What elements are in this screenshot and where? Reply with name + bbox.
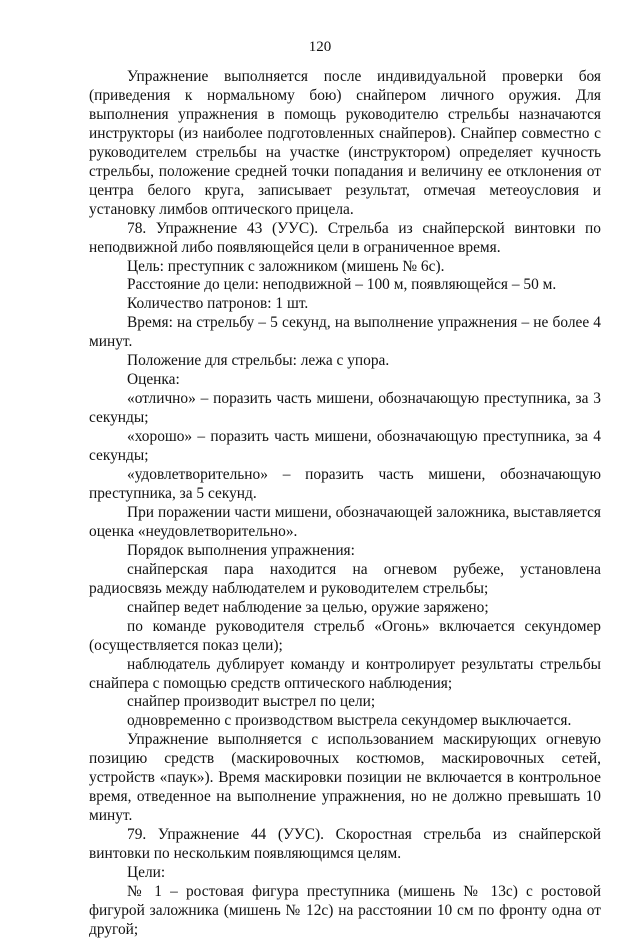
paragraph-target: Цель: преступник с заложником (мишень № 6с). [127, 257, 445, 275]
paragraph-grade-excellent: «отлично» – поразить часть мишени, обозначающую преступника, за 3 секунды; [89, 390, 601, 427]
paragraph-procedure-step-6: одновременно с производством выстрела секундомер выключается. [127, 712, 572, 730]
paragraph-grade-fail: При поражении части мишени, обозначающей заложника, выставляется оценка «неудовлетворительно». [89, 503, 601, 540]
paragraph-rounds: Количество патронов: 1 шт. [127, 295, 309, 313]
paragraph-procedure-step-1: снайперская пара находится на огневом рубеже, установлена радиосвязь между наблюдателем и руководителем стрельбы; [89, 560, 601, 597]
paragraph-grading-heading: Оценка: [127, 371, 180, 389]
paragraph-procedure-heading: Порядок выполнения упражнения: [127, 541, 355, 559]
page-number: 120 [308, 39, 332, 55]
paragraph-grade-good: «хорошо» – поразить часть мишени, обозначающую преступника, за 4 секунды; [89, 428, 601, 465]
paragraph-procedure-step-5: снайпер производит выстрел по цели; [127, 693, 376, 711]
paragraph-distance: Расстояние до цели: неподвижной – 100 м, появляющейся – 50 м. [127, 276, 557, 294]
paragraph-exercise-79-title: 79. Упражнение 44 (УУС). Скоростная стрельба из снайперской винтовки по нескольким появляющимся целям. [89, 826, 601, 863]
paragraph-camouflage: Упражнение выполняется с использованием маскирующих огневую позицию средств (маскировочных костюмов, маскировочных сетей, устройств «паук»). Время маскировки позиции не включается в контрольное время, отведенное на выполнение упражнения, но не должно превышать 10 минут. [89, 731, 601, 825]
paragraph-exercise-78-title: 78. Упражнение 43 (УУС). Стрельба из снайперской винтовки по неподвижной либо появляющейся цели в ограниченное время. [89, 219, 601, 256]
document-body [89, 68, 601, 940]
paragraph-intro: Упражнение выполняется после индивидуальной проверки боя (приведения к нормальному бою) снайпером личного оружия. Для выполнения упражнения в помощь руководителю стрельбы назначаются инструкторы (из наиболее подготовленных снайперов). Снайпер совместно с руководителем стрельбы на участке (инструктором) определяет кучность стрельбы, положение средней точки попадания и величину ее отклонения от центра белого круга, записывает результат, отмечая метеоусловия и установку лимбов оптического прицела. [89, 68, 601, 218]
paragraph-position: Положение для стрельбы: лежа с упора. [127, 352, 390, 370]
paragraph-procedure-step-4: наблюдатель дублирует команду и контролирует результаты стрельбы снайпера с помощью средств оптического наблюдения; [89, 655, 601, 692]
paragraph-procedure-step-2: снайпер ведет наблюдение за целью, оружие заряжено; [127, 598, 489, 616]
paragraph-time: Время: на стрельбу – 5 секунд, на выполнение упражнения – не более 4 минут. [89, 314, 601, 351]
paragraph-target-1: № 1 – ростовая фигура преступника (мишень № 13с) с ростовой фигурой заложника (мишень № 12с) на расстоянии 10 см по фронту одна от другой; [89, 882, 601, 938]
paragraph-procedure-step-3: по команде руководителя стрельб «Огонь» включается секундомер (осуществляется показ цели); [89, 617, 601, 654]
paragraph-targets-heading: Цели: [127, 864, 166, 882]
paragraph-grade-satisfactory: «удовлетворительно» – поразить часть мишени, обозначающую преступника, за 5 секунд. [89, 466, 601, 502]
